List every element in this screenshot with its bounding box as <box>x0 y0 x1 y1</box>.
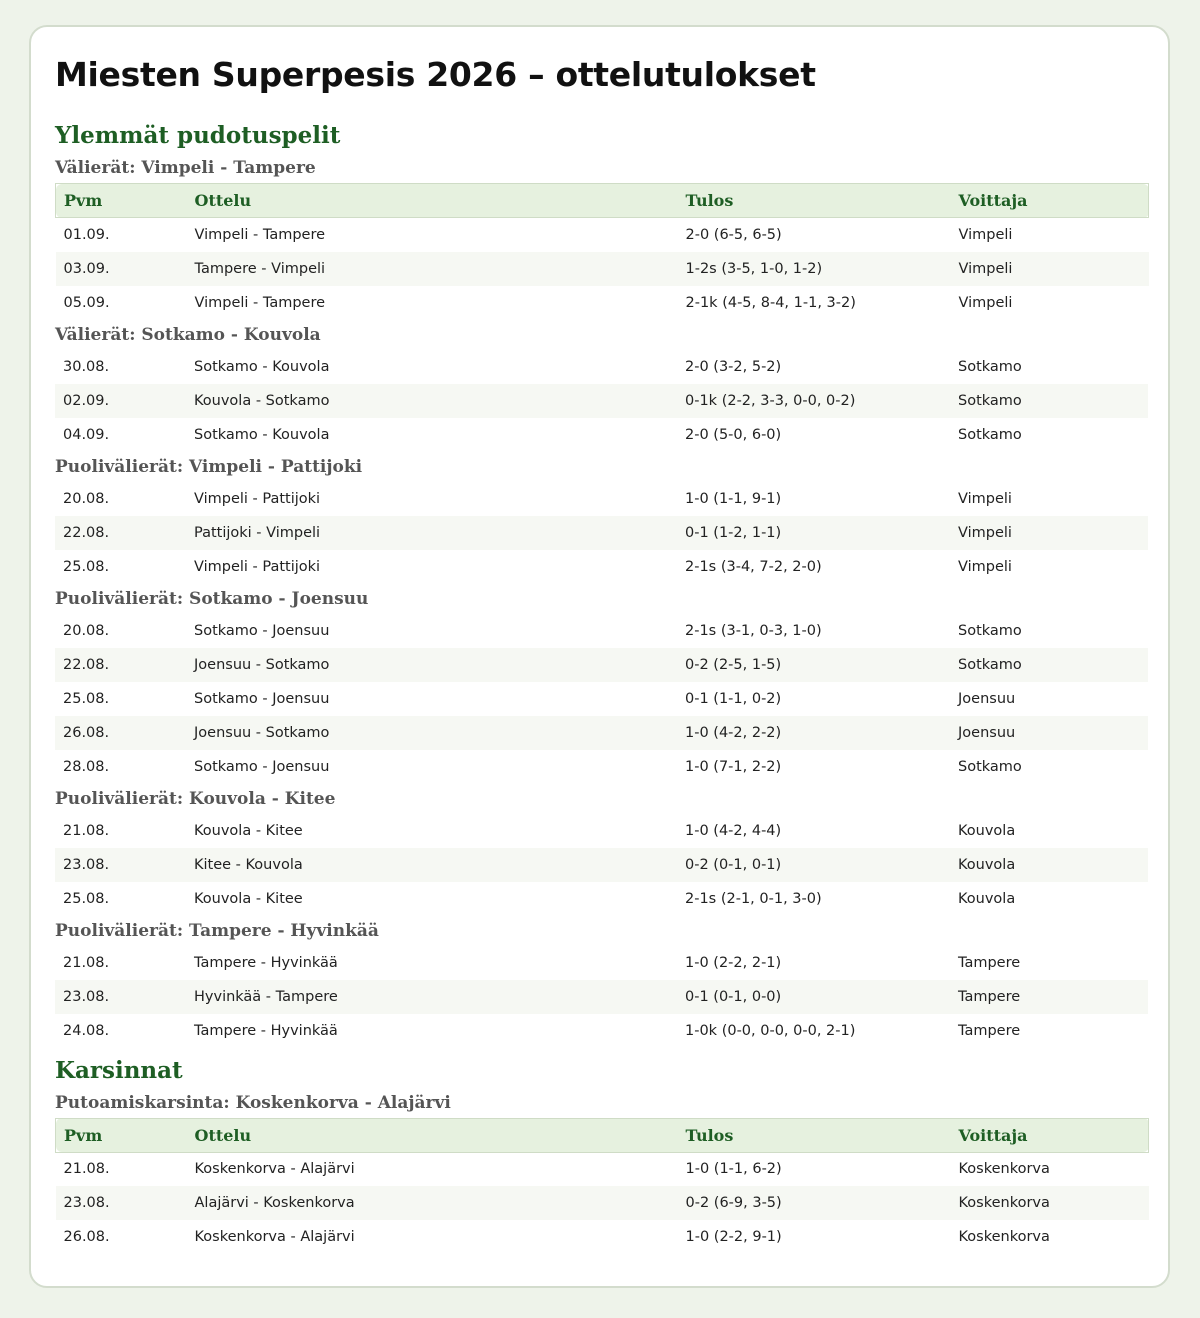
table-row <box>55 614 1148 648</box>
cell-date: 25.08. <box>63 690 110 707</box>
series-title: Puolivälierät: Vimpeli - Pattijoki <box>55 456 363 477</box>
table-row <box>55 482 1148 516</box>
cell-date: 24.08. <box>63 1022 110 1039</box>
table-row <box>55 418 1148 452</box>
cell-match: Tampere - Hyvinkää <box>194 1022 338 1039</box>
cell-match: Tampere - Vimpeli <box>194 260 326 277</box>
table-row <box>55 980 1148 1014</box>
cell-winner: Sotkamo <box>958 392 1022 409</box>
table-row <box>55 848 1148 882</box>
cell-date: 26.08. <box>63 724 110 741</box>
cell-date: 23.08. <box>63 1195 110 1211</box>
cell-winner: Sotkamo <box>958 426 1022 443</box>
results-table <box>55 482 1148 584</box>
table-row <box>55 550 1148 584</box>
cell-date: 26.08. <box>63 1229 110 1245</box>
cell-match: Alajärvi - Koskenkorva <box>194 1195 355 1211</box>
cell-winner: Koskenkorva <box>958 1161 1050 1178</box>
cell-winner: Koskenkorva <box>958 1195 1050 1211</box>
results-table <box>55 614 1148 784</box>
cell-result: 1-0 (7-1, 2-2) <box>685 758 782 775</box>
cell-match: Sotkamo - Joensuu <box>194 758 330 775</box>
table-row <box>55 814 1148 848</box>
column-header-winner: Voittaja <box>951 1118 1149 1152</box>
column-header-match: Ottelu <box>187 184 678 218</box>
cell-date: 04.09. <box>63 426 110 443</box>
cell-date: 03.09. <box>63 260 110 277</box>
cell-match: Kouvola - Sotkamo <box>194 392 330 409</box>
table-row <box>55 682 1148 716</box>
cell-match: Vimpeli - Pattijoki <box>194 558 321 575</box>
results-content <box>55 119 1148 1254</box>
table-row <box>55 648 1148 682</box>
cell-date: 20.08. <box>63 622 110 639</box>
results-table <box>55 183 1149 320</box>
cell-date: 22.08. <box>63 656 110 673</box>
table-row <box>55 882 1148 916</box>
cell-result: 1-0 (4-2, 4-4) <box>685 822 782 839</box>
cell-winner: Tampere <box>958 988 1021 1005</box>
cell-match: Kitee - Kouvola <box>194 856 303 873</box>
table-row <box>56 252 1149 286</box>
cell-winner: Kouvola <box>958 822 1016 839</box>
series-title: Välierät: Sotkamo - Kouvola <box>55 324 321 345</box>
cell-result: 1-0 (4-2, 2-2) <box>685 724 782 741</box>
cell-result: 1-0 (2-2, 2-1) <box>685 954 782 971</box>
cell-winner: Vimpeli <box>958 294 1013 311</box>
cell-date: 22.08. <box>63 524 110 541</box>
cell-winner: Sotkamo <box>958 656 1022 673</box>
results-table <box>55 814 1148 916</box>
column-header-date: Pvm <box>56 1118 187 1152</box>
column-header-date: Pvm <box>56 184 187 218</box>
cell-result: 2-1s (3-4, 7-2, 2-0) <box>685 558 822 575</box>
cell-match: Joensuu - Sotkamo <box>194 724 330 741</box>
series-title: Puolivälierät: Sotkamo - Joensuu <box>55 588 369 609</box>
cell-match: Vimpeli - Tampere <box>194 294 326 311</box>
column-header-result: Tulos <box>678 1118 951 1152</box>
cell-date: 20.08. <box>63 490 110 507</box>
cell-result: 1-2s (3-5, 1-0, 1-2) <box>685 260 823 277</box>
cell-winner: Vimpeli <box>958 558 1012 575</box>
series-title: Puolivälierät: Tampere - Hyvinkää <box>55 920 379 941</box>
cell-result: 1-0 (1-1, 9-1) <box>685 490 782 507</box>
cell-match: Tampere - Hyvinkää <box>194 954 338 971</box>
series-title: Puolivälierät: Kouvola - Kitee <box>55 788 336 809</box>
table-row <box>55 716 1148 750</box>
cell-match: Koskenkorva - Alajärvi <box>194 1161 355 1178</box>
cell-date: 25.08. <box>63 558 110 575</box>
cell-result: 2-1s (2-1, 0-1, 3-0) <box>685 890 822 907</box>
cell-result: 0-1 (1-2, 1-1) <box>685 524 782 541</box>
results-table <box>55 946 1148 1048</box>
cell-date: 02.09. <box>63 392 110 409</box>
cell-date: 05.09. <box>63 294 110 311</box>
cell-result: 0-2 (6-9, 3-5) <box>685 1195 782 1211</box>
cell-match: Hyvinkää - Tampere <box>194 988 338 1005</box>
table-row <box>55 350 1148 384</box>
cell-match: Joensuu - Sotkamo <box>194 656 330 673</box>
cell-winner: Sotkamo <box>958 358 1022 375</box>
table-row <box>55 384 1148 418</box>
cell-match: Sotkamo - Kouvola <box>194 358 330 375</box>
cell-date: 21.08. <box>63 954 110 971</box>
column-header-match: Ottelu <box>187 1118 678 1152</box>
cell-winner: Koskenkorva <box>958 1229 1050 1245</box>
cell-date: 21.08. <box>63 822 110 839</box>
cell-date: 23.08. <box>63 856 110 873</box>
cell-result: 2-0 (6-5, 6-5) <box>685 226 782 243</box>
cell-match: Sotkamo - Joensuu <box>194 622 330 639</box>
cell-winner: Tampere <box>958 954 1021 971</box>
cell-match: Vimpeli - Pattijoki <box>194 490 321 507</box>
table-row <box>56 1220 1149 1254</box>
cell-winner: Joensuu <box>958 724 1016 741</box>
cell-winner: Vimpeli <box>958 490 1012 507</box>
cell-match: Sotkamo - Kouvola <box>194 426 330 443</box>
cell-date: 21.08. <box>63 1161 110 1178</box>
results-table <box>55 350 1148 452</box>
table-row <box>55 1014 1148 1048</box>
series-title: Välierät: Vimpeli - Tampere <box>55 158 316 178</box>
cell-winner: Kouvola <box>958 856 1016 873</box>
series-title: Putoamiskarsinta: Koskenkorva - Alajärvi <box>55 1092 451 1113</box>
cell-winner: Vimpeli <box>958 524 1012 541</box>
cell-match: Vimpeli - Tampere <box>194 226 326 243</box>
cell-result: 1-0k (0-0, 0-0, 0-0, 2-1) <box>685 1022 856 1039</box>
column-header-winner: Voittaja <box>951 184 1149 218</box>
cell-result: 2-0 (3-2, 5-2) <box>685 358 782 375</box>
cell-winner: Vimpeli <box>958 226 1013 243</box>
cell-match: Pattijoki - Vimpeli <box>194 524 321 541</box>
cell-match: Sotkamo - Joensuu <box>194 690 330 707</box>
cell-match: Koskenkorva - Alajärvi <box>194 1229 355 1245</box>
cell-result: 2-0 (5-0, 6-0) <box>685 426 782 443</box>
cell-result: 1-0 (2-2, 9-1) <box>685 1229 782 1245</box>
section-title: Karsinnat <box>55 1056 183 1084</box>
table-row <box>56 1186 1149 1220</box>
cell-winner: Tampere <box>958 1022 1021 1039</box>
cell-date: 01.09. <box>63 226 110 243</box>
cell-result: 0-2 (2-5, 1-5) <box>685 656 782 673</box>
page-title: Miesten Superpesis 2026 – ottelutulokset <box>55 55 816 94</box>
cell-result: 2-1k (4-5, 8-4, 1-1, 3-2) <box>685 294 856 311</box>
cell-winner: Sotkamo <box>958 758 1022 775</box>
table-header-row <box>56 1118 1149 1152</box>
cell-date: 28.08. <box>63 758 110 775</box>
cell-result: 1-0 (1-1, 6-2) <box>685 1161 782 1178</box>
results-table <box>55 1118 1149 1255</box>
table-row <box>55 946 1148 980</box>
results-card <box>29 25 1170 1288</box>
cell-winner: Vimpeli <box>958 260 1013 277</box>
cell-date: 23.08. <box>63 988 110 1005</box>
cell-winner: Kouvola <box>958 890 1016 907</box>
table-row <box>55 750 1148 784</box>
cell-winner: Joensuu <box>958 690 1016 707</box>
cell-date: 30.08. <box>63 358 110 375</box>
cell-result: 2-1s (3-1, 0-3, 1-0) <box>685 622 822 639</box>
cell-result: 0-1k (2-2, 3-3, 0-0, 0-2) <box>685 392 856 409</box>
cell-result: 0-2 (0-1, 0-1) <box>685 856 782 873</box>
table-row <box>55 516 1148 550</box>
table-row <box>56 1152 1149 1186</box>
cell-result: 0-1 (0-1, 0-0) <box>685 988 782 1005</box>
cell-result: 0-1 (1-1, 0-2) <box>685 690 782 707</box>
table-row <box>56 218 1149 252</box>
column-header-result: Tulos <box>678 184 951 218</box>
table-header-row <box>56 184 1149 218</box>
cell-date: 25.08. <box>63 890 110 907</box>
section-title: Ylemmät pudotuspelit <box>55 122 341 149</box>
table-row <box>56 286 1149 320</box>
cell-winner: Sotkamo <box>958 622 1022 639</box>
cell-match: Kouvola - Kitee <box>194 890 303 907</box>
cell-match: Kouvola - Kitee <box>194 822 303 839</box>
